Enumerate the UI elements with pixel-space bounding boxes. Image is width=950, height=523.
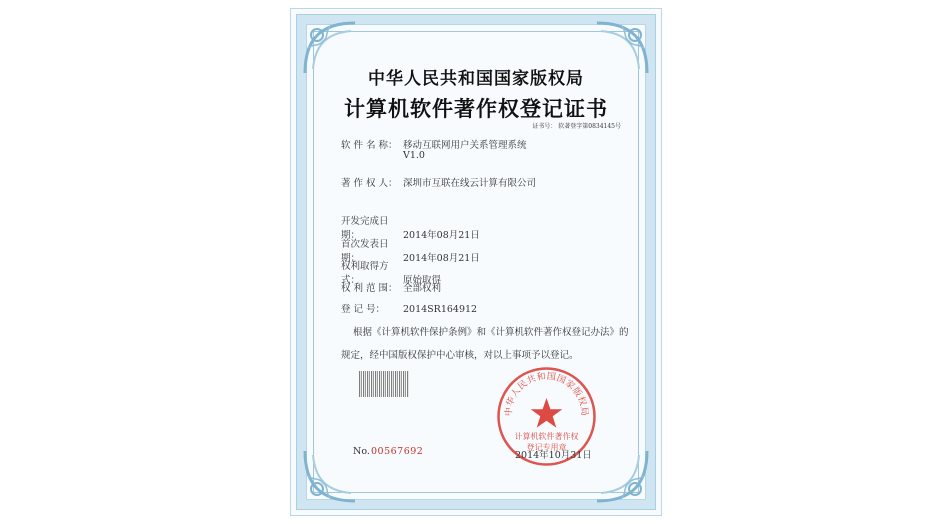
body-paragraph-line1: 根据《计算机软件保护条例》和《计算机软件著作权登记办法》的 bbox=[353, 327, 629, 338]
field-label: 软 件 名 称： bbox=[341, 140, 398, 151]
field-label: 首次发表日期： bbox=[341, 239, 389, 264]
field-label: 著 作 权 人： bbox=[341, 178, 398, 189]
seal-inner-line1: 计算机软件著作权 bbox=[514, 432, 579, 441]
issuer-title: 中华人民共和国国家版权局 bbox=[368, 69, 584, 89]
corner-ornament-bottom-right bbox=[593, 447, 651, 505]
seal-star-icon bbox=[531, 398, 563, 428]
certificate-number: 证书号： 软著登字第0834145号 bbox=[532, 123, 621, 130]
seal-outer-text: 中华人民共和国国家版权局 bbox=[504, 371, 589, 417]
field-registration-number bbox=[341, 301, 477, 315]
field-label: 权 利 范 围： bbox=[341, 283, 398, 294]
field-value: 移动互联网用户关系管理系统 bbox=[403, 140, 527, 151]
field-value: 2014年08月21日 bbox=[403, 253, 480, 264]
software-version: V1.0 bbox=[403, 150, 425, 161]
field-label: 登 记 号： bbox=[341, 304, 386, 315]
seal-inner-line2: 登记专用章 bbox=[526, 443, 567, 452]
field-copyright-owner bbox=[341, 175, 536, 189]
field-value: 全部权利 bbox=[403, 283, 442, 294]
body-paragraph-line2: 规定，经中国版权保护中心审核，对以上事项予以登记。 bbox=[341, 350, 579, 361]
field-value: 深圳市互联在线云计算有限公司 bbox=[403, 178, 537, 189]
serial-no-label: No. bbox=[353, 446, 370, 457]
corner-ornament-bottom-left bbox=[301, 447, 359, 505]
field-software-name bbox=[341, 137, 527, 151]
barcode bbox=[359, 371, 409, 397]
issue-date: 2014年10月31日 bbox=[515, 450, 592, 461]
field-value: 2014年08月21日 bbox=[403, 230, 480, 241]
field-label: 权利取得方式： bbox=[341, 261, 389, 286]
field-value: 原始取得 bbox=[403, 275, 442, 286]
serial-no-value: 00567692 bbox=[371, 446, 424, 457]
field-value: 2014SR164912 bbox=[403, 304, 478, 315]
certificate-title: 计算机软件著作权登记证书 bbox=[344, 96, 608, 121]
field-label: 开发完成日期： bbox=[341, 216, 389, 241]
field-rights-scope bbox=[341, 280, 441, 294]
certificate bbox=[290, 8, 662, 516]
